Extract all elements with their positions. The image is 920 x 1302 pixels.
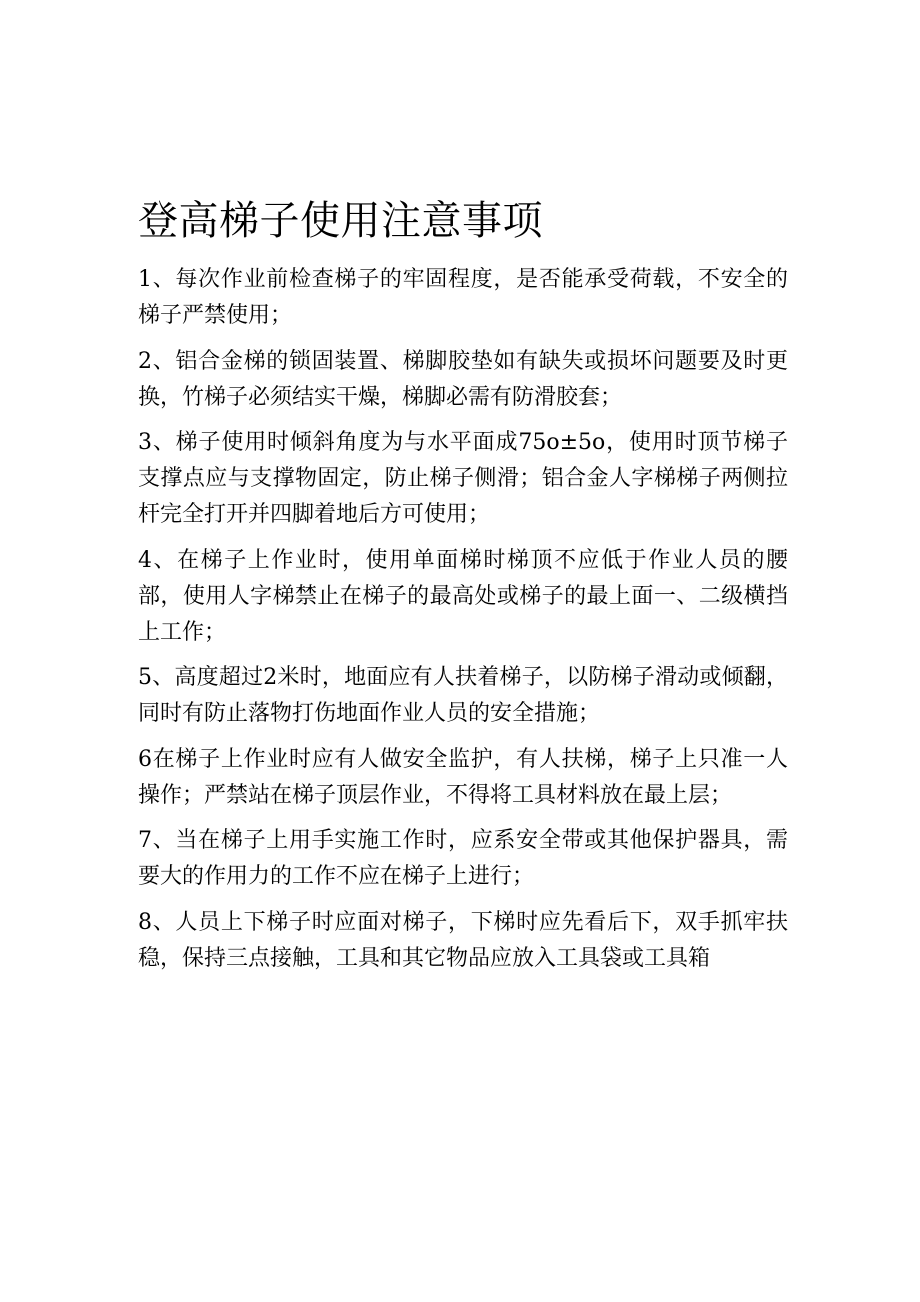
- rule-item-4: 4、在梯子上作业时，使用单面梯时梯顶不应低于作业人员的腰部，使用人字梯禁止在梯子的最高处或梯子的最上面一、二级横挡上工作；: [138, 547, 788, 645]
- document-title: 登高梯子使用注意事项: [138, 198, 543, 244]
- document-page: [138, 195, 788, 977]
- rule-item-7: 7、当在梯子上用手实施工作时，应系安全带或其他保护器具，需要大的作用力的工作不应在梯子上进行；: [138, 828, 788, 889]
- rule-item-8: 8、人员上下梯子时应面对梯子，下梯时应先看后下，双手抓牢扶稳，保持三点接触，工具和其它物品应放入工具袋或工具箱: [138, 909, 788, 971]
- rule-item-3: 3、梯子使用时倾斜角度为与水平面成75o±5o，使用时顶节梯子支撑点应与支撑物固定，防止梯子侧滑；铝合金人字梯梯子两侧拉杆完全打开并四脚着地后方可使用；: [138, 430, 788, 527]
- rule-item-2: 2、铝合金梯的锁固装置、梯脚胶垫如有缺失或损坏问题要及时更换，竹梯子必须结实干燥，梯脚必需有防滑胶套；: [138, 348, 788, 410]
- rule-item-5: 5、高度超过2米时，地面应有人扶着梯子，以防梯子滑动或倾翻，同时有防止落物打伤地面作业人员的安全措施；: [138, 665, 788, 726]
- rule-item-6: 6在梯子上作业时应有人做安全监护，有人扶梯，梯子上只准一人操作；严禁站在梯子顶层作业，不得将工具材料放在最上层；: [138, 746, 788, 808]
- rule-item-1: 1、每次作业前检查梯子的牢固程度，是否能承受荷载，不安全的梯子严禁使用；: [138, 267, 788, 328]
